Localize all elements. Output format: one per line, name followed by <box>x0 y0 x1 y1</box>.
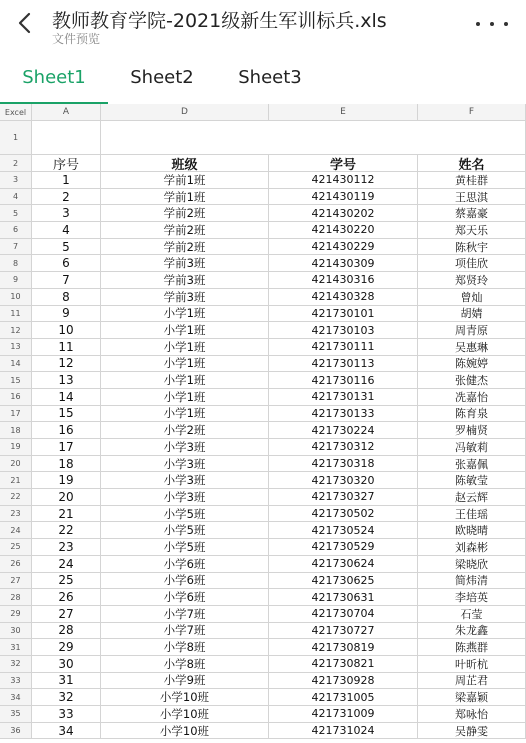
row-number: 5 <box>0 205 32 222</box>
tab-sheet3[interactable]: Sheet3 <box>238 66 302 88</box>
table-cell[interactable]: 31 <box>32 673 101 690</box>
table-cell[interactable]: 29 <box>32 639 101 656</box>
table-row <box>0 522 526 539</box>
row-number: 34 <box>0 689 32 706</box>
table-cell[interactable]: 6 <box>32 255 101 272</box>
grid-corner: Excel <box>0 104 32 121</box>
row-number: 36 <box>0 723 32 740</box>
row-number: 8 <box>0 255 32 272</box>
table-cell[interactable] <box>32 121 101 155</box>
table-cell[interactable]: 学前3班 <box>101 272 269 289</box>
table-cell[interactable]: 18 <box>32 456 101 473</box>
table-cell[interactable]: 13 <box>32 372 101 389</box>
table-row <box>0 356 526 373</box>
table-cell[interactable]: 32 <box>32 689 101 706</box>
table-cell[interactable]: 421430202 <box>269 205 418 222</box>
table-cell[interactable]: 11 <box>32 339 101 356</box>
table-cell[interactable]: 421730327 <box>269 489 418 506</box>
table-row <box>0 406 526 423</box>
table-cell[interactable]: 吴静雯 <box>418 723 526 740</box>
table-row <box>0 322 526 339</box>
row-number: 15 <box>0 372 32 389</box>
table-row <box>0 639 526 656</box>
table-cell[interactable]: 小学1班 <box>101 306 269 323</box>
table-cell[interactable]: 421730111 <box>269 339 418 356</box>
row-number: 22 <box>0 489 32 506</box>
table-cell[interactable]: 421730529 <box>269 539 418 556</box>
table-cell[interactable]: 421730113 <box>269 356 418 373</box>
table-cell[interactable]: 28 <box>32 623 101 640</box>
table-cell[interactable]: 8 <box>32 289 101 306</box>
table-cell[interactable]: 郑天乐 <box>418 222 526 239</box>
table-body <box>0 172 526 739</box>
row-number: 26 <box>0 556 32 573</box>
column-header[interactable]: D <box>101 104 269 121</box>
table-row <box>0 623 526 640</box>
more-dots-icon <box>476 22 480 26</box>
table-cell[interactable]: 421731005 <box>269 689 418 706</box>
table-row <box>0 606 526 623</box>
more-options-button[interactable] <box>476 14 508 34</box>
table-cell[interactable]: 21 <box>32 506 101 523</box>
table-cell[interactable]: 421730103 <box>269 322 418 339</box>
table-cell[interactable]: 陈燕群 <box>418 639 526 656</box>
row-number: 27 <box>0 573 32 590</box>
table-row <box>0 372 526 389</box>
column-header-row <box>0 104 526 121</box>
row-number: 4 <box>0 189 32 206</box>
table-cell[interactable]: 421730101 <box>269 306 418 323</box>
table-cell[interactable]: 2 <box>32 189 101 206</box>
table-cell[interactable]: 421430220 <box>269 222 418 239</box>
table-cell[interactable]: 421730133 <box>269 406 418 423</box>
row-number: 33 <box>0 673 32 690</box>
table-cell[interactable]: 梁晓欣 <box>418 556 526 573</box>
tab-sheet2[interactable]: Sheet2 <box>130 66 194 88</box>
table-cell[interactable]: 王佳瑶 <box>418 506 526 523</box>
table-cell[interactable]: 421730819 <box>269 639 418 656</box>
table-cell[interactable]: 陈秋宇 <box>418 239 526 256</box>
table-cell[interactable]: 421730727 <box>269 623 418 640</box>
row-number: 18 <box>0 422 32 439</box>
table-cell[interactable]: 421730704 <box>269 606 418 623</box>
table-cell[interactable]: 421430119 <box>269 189 418 206</box>
table-cell[interactable]: 胡婧 <box>418 306 526 323</box>
row-number: 24 <box>0 522 32 539</box>
table-cell[interactable]: 小学7班 <box>101 606 269 623</box>
table-cell[interactable]: 周青原 <box>418 322 526 339</box>
table-cell[interactable]: 陈敏莹 <box>418 472 526 489</box>
table-row <box>0 673 526 690</box>
row-number: 6 <box>0 222 32 239</box>
table-row <box>0 489 526 506</box>
table-row <box>0 589 526 606</box>
table-cell[interactable]: 421730131 <box>269 389 418 406</box>
table-row <box>0 456 526 473</box>
row-number: 17 <box>0 406 32 423</box>
sheet-tabs <box>0 50 526 105</box>
table-cell[interactable]: 30 <box>32 656 101 673</box>
tab-sheet1[interactable]: Sheet1 <box>0 50 108 104</box>
table-cell[interactable]: 欧晓晴 <box>418 522 526 539</box>
row-number: 7 <box>0 239 32 256</box>
table-cell[interactable]: 吴惠琳 <box>418 339 526 356</box>
table-cell[interactable]: 9 <box>32 306 101 323</box>
table-cell[interactable]: 学前2班 <box>101 239 269 256</box>
row-number: 30 <box>0 623 32 640</box>
spreadsheet-grid <box>0 104 526 739</box>
table-cell[interactable]: 赵云辉 <box>418 489 526 506</box>
table-row <box>0 222 526 239</box>
table-row <box>0 472 526 489</box>
table-cell[interactable]: 小学3班 <box>101 489 269 506</box>
row-number: 31 <box>0 639 32 656</box>
table-cell[interactable]: 小学1班 <box>101 406 269 423</box>
table-cell[interactable]: 郑贤玲 <box>418 272 526 289</box>
table-cell[interactable]: 小学2班 <box>101 422 269 439</box>
table-row <box>0 506 526 523</box>
table-header-row <box>0 155 526 172</box>
table-cell[interactable]: 陈婉婷 <box>418 356 526 373</box>
table-cell[interactable]: 26 <box>32 589 101 606</box>
row-number: 29 <box>0 606 32 623</box>
row-number: 28 <box>0 589 32 606</box>
table-cell[interactable]: 421730624 <box>269 556 418 573</box>
table-cell[interactable]: 20 <box>32 489 101 506</box>
table-cell[interactable]: 421730631 <box>269 589 418 606</box>
table-row <box>0 239 526 256</box>
table-cell[interactable]: 421430229 <box>269 239 418 256</box>
table-cell[interactable]: 小学7班 <box>101 623 269 640</box>
row-number: 35 <box>0 706 32 723</box>
table-cell[interactable]: 小学5班 <box>101 539 269 556</box>
table-cell[interactable]: 421731009 <box>269 706 418 723</box>
table-cell[interactable]: 421730312 <box>269 439 418 456</box>
table-cell[interactable]: 张健杰 <box>418 372 526 389</box>
table-cell[interactable]: 小学6班 <box>101 589 269 606</box>
table-cell[interactable]: 小学1班 <box>101 339 269 356</box>
row-number: 16 <box>0 389 32 406</box>
row-number: 20 <box>0 456 32 473</box>
row-number: 3 <box>0 172 32 189</box>
table-header-cell[interactable]: 班级 <box>101 155 269 172</box>
table-cell[interactable]: 小学6班 <box>101 556 269 573</box>
table-cell[interactable]: 学前1班 <box>101 189 269 206</box>
table-cell[interactable]: 421730318 <box>269 456 418 473</box>
table-cell[interactable]: 17 <box>32 439 101 456</box>
table-row <box>0 289 526 306</box>
table-cell[interactable]: 小学10班 <box>101 706 269 723</box>
table-cell[interactable]: 421730524 <box>269 522 418 539</box>
table-cell[interactable]: 小学10班 <box>101 723 269 740</box>
row-number: 12 <box>0 322 32 339</box>
table-cell[interactable]: 421430309 <box>269 255 418 272</box>
table-row <box>0 306 526 323</box>
table-cell[interactable]: 22 <box>32 522 101 539</box>
table-row <box>0 706 526 723</box>
table-cell[interactable]: 郑咏怡 <box>418 706 526 723</box>
table-cell[interactable]: 7 <box>32 272 101 289</box>
table-cell[interactable] <box>101 121 526 155</box>
table-cell[interactable]: 叶昕杭 <box>418 656 526 673</box>
row-number: 14 <box>0 356 32 373</box>
table-cell[interactable]: 王思淇 <box>418 189 526 206</box>
table-cell[interactable]: 10 <box>32 322 101 339</box>
table-cell[interactable]: 梁嘉颖 <box>418 689 526 706</box>
table-cell[interactable]: 4 <box>32 222 101 239</box>
table-row <box>0 339 526 356</box>
table-cell[interactable]: 421731024 <box>269 723 418 740</box>
table-cell[interactable]: 3 <box>32 205 101 222</box>
column-header[interactable]: A <box>32 104 101 121</box>
column-header[interactable]: E <box>269 104 418 121</box>
table-cell[interactable]: 421730502 <box>269 506 418 523</box>
table-row <box>0 539 526 556</box>
table-cell[interactable]: 23 <box>32 539 101 556</box>
table-cell[interactable]: 朱龙鑫 <box>418 623 526 640</box>
table-cell[interactable]: 12 <box>32 356 101 373</box>
table-cell[interactable]: 冼嘉怡 <box>418 389 526 406</box>
row-number: 9 <box>0 272 32 289</box>
table-cell[interactable]: 小学1班 <box>101 372 269 389</box>
table-cell[interactable]: 学前2班 <box>101 222 269 239</box>
row-number: 25 <box>0 539 32 556</box>
table-cell[interactable]: 27 <box>32 606 101 623</box>
table-cell[interactable]: 项佳欣 <box>418 255 526 272</box>
table-cell[interactable]: 421430328 <box>269 289 418 306</box>
table-cell[interactable]: 学前1班 <box>101 172 269 189</box>
table-cell[interactable]: 24 <box>32 556 101 573</box>
table-row <box>0 422 526 439</box>
row-number: 23 <box>0 506 32 523</box>
row-number: 10 <box>0 289 32 306</box>
back-arrow-icon <box>17 12 31 34</box>
table-header-cell[interactable]: 序号 <box>32 155 101 172</box>
table-cell[interactable]: 421430316 <box>269 272 418 289</box>
table-row <box>0 656 526 673</box>
file-title: 教师教育学院-2021级新生军训标兵.xls <box>52 10 387 32</box>
table-cell[interactable]: 小学8班 <box>101 639 269 656</box>
row-number: 13 <box>0 339 32 356</box>
table-cell[interactable]: 小学10班 <box>101 689 269 706</box>
table-header-cell[interactable]: 姓名 <box>418 155 526 172</box>
column-header[interactable]: F <box>418 104 526 121</box>
table-row <box>0 689 526 706</box>
table-cell[interactable]: 34 <box>32 723 101 740</box>
row-number: 2 <box>0 155 32 172</box>
table-row <box>0 272 526 289</box>
table-cell[interactable]: 421730224 <box>269 422 418 439</box>
table-cell[interactable]: 421730116 <box>269 372 418 389</box>
more-dots-icon <box>504 22 508 26</box>
table-cell[interactable]: 小学5班 <box>101 522 269 539</box>
row-number: 1 <box>0 121 32 155</box>
row-number: 32 <box>0 656 32 673</box>
table-cell[interactable]: 小学9班 <box>101 673 269 690</box>
table-cell[interactable]: 小学3班 <box>101 456 269 473</box>
table-cell[interactable]: 421730928 <box>269 673 418 690</box>
table-cell[interactable]: 小学3班 <box>101 472 269 489</box>
table-cell[interactable]: 冯敏莉 <box>418 439 526 456</box>
table-cell[interactable]: 421730625 <box>269 573 418 590</box>
table-cell[interactable]: 1 <box>32 172 101 189</box>
more-dots-icon <box>490 22 494 26</box>
row-number: 11 <box>0 306 32 323</box>
table-cell[interactable]: 19 <box>32 472 101 489</box>
table-cell[interactable]: 蔡嘉豪 <box>418 205 526 222</box>
file-subtitle: 文件预览 <box>52 32 101 46</box>
table-cell[interactable]: 33 <box>32 706 101 723</box>
table-cell[interactable]: 14 <box>32 389 101 406</box>
table-row <box>0 255 526 272</box>
table-cell[interactable]: 小学1班 <box>101 322 269 339</box>
table-row <box>0 723 526 740</box>
table-cell[interactable]: 张嘉佩 <box>418 456 526 473</box>
table-cell[interactable]: 小学6班 <box>101 573 269 590</box>
table-cell[interactable]: 曾灿 <box>418 289 526 306</box>
table-row <box>0 439 526 456</box>
table-cell[interactable]: 5 <box>32 239 101 256</box>
table-cell[interactable]: 学前3班 <box>101 255 269 272</box>
table-cell[interactable]: 小学3班 <box>101 439 269 456</box>
table-row <box>0 121 526 155</box>
table-row <box>0 556 526 573</box>
table-cell[interactable]: 石莹 <box>418 606 526 623</box>
table-cell[interactable]: 421730821 <box>269 656 418 673</box>
table-row <box>0 573 526 590</box>
table-cell[interactable]: 简炜清 <box>418 573 526 590</box>
back-button[interactable] <box>10 8 38 38</box>
table-row <box>0 189 526 206</box>
table-row <box>0 172 526 189</box>
header <box>0 0 526 50</box>
table-cell[interactable]: 小学8班 <box>101 656 269 673</box>
table-cell[interactable]: 黄桂群 <box>418 172 526 189</box>
table-cell[interactable]: 陈育泉 <box>418 406 526 423</box>
table-cell[interactable]: 小学5班 <box>101 506 269 523</box>
table-cell[interactable]: 25 <box>32 573 101 590</box>
table-cell[interactable]: 15 <box>32 406 101 423</box>
table-cell[interactable]: 小学1班 <box>101 389 269 406</box>
table-cell[interactable]: 周芷君 <box>418 673 526 690</box>
table-cell[interactable]: 刘森彬 <box>418 539 526 556</box>
table-row <box>0 389 526 406</box>
table-cell[interactable]: 421730320 <box>269 472 418 489</box>
table-cell[interactable]: 罗楠贤 <box>418 422 526 439</box>
table-cell[interactable]: 421430112 <box>269 172 418 189</box>
row-number: 19 <box>0 439 32 456</box>
table-cell[interactable]: 小学1班 <box>101 356 269 373</box>
table-header-cell[interactable]: 学号 <box>269 155 418 172</box>
table-cell[interactable]: 学前3班 <box>101 289 269 306</box>
table-cell[interactable]: 16 <box>32 422 101 439</box>
table-row <box>0 205 526 222</box>
row-number: 21 <box>0 472 32 489</box>
table-cell[interactable]: 李培英 <box>418 589 526 606</box>
table-cell[interactable]: 学前2班 <box>101 205 269 222</box>
